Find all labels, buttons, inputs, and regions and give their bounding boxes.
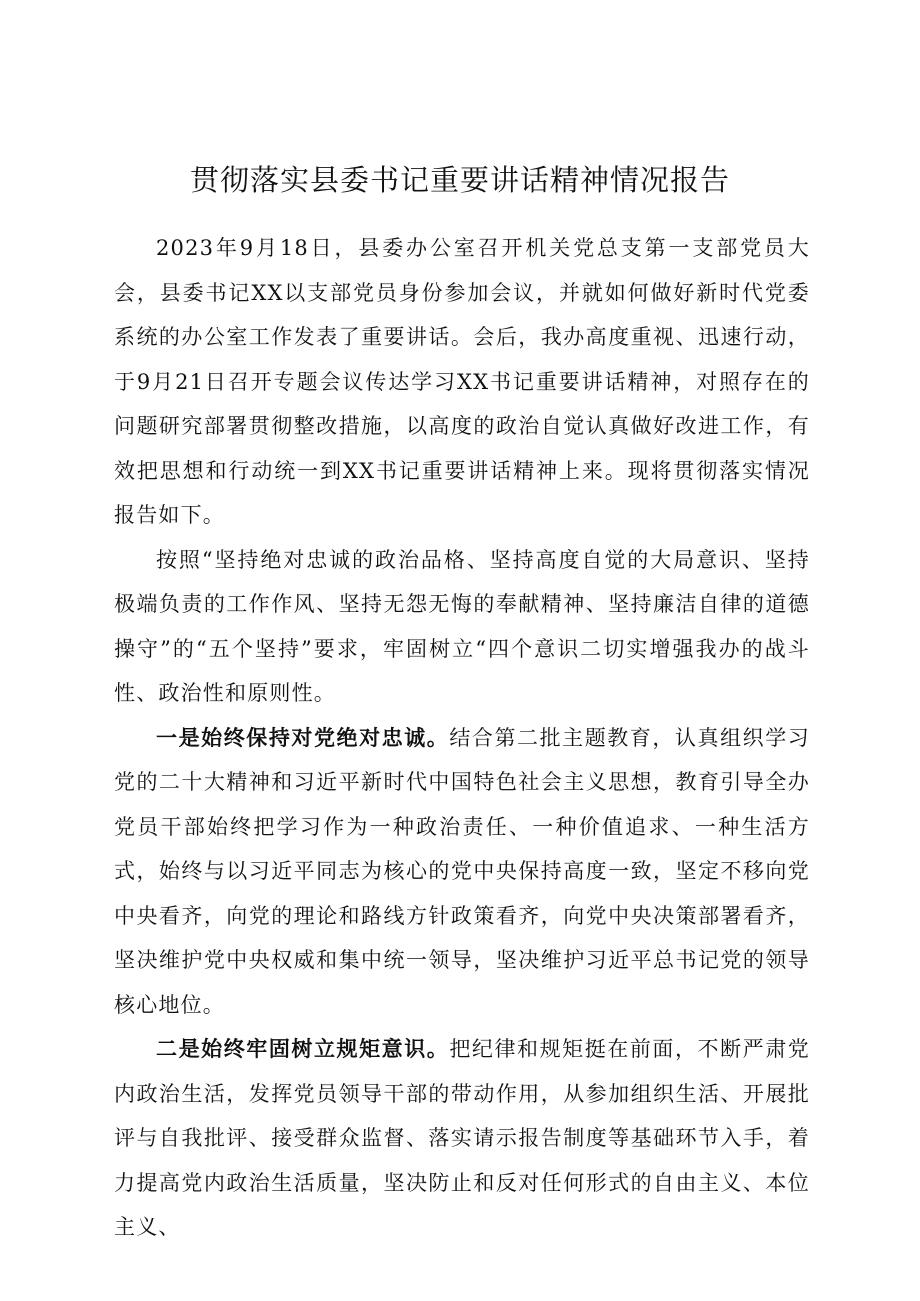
paragraph-1 xyxy=(114,226,810,538)
paragraph-text: 结合第二批主题教育，认真组织学习党的二十大精神和习近平新时代中国特色社会主义思想，教育引导全办党员干部始终把学习作为一种政治责任、一种价值追求、一种生活方式，始终与以习近平同志为核心的党中央保持高度一致，坚定不移向党中央看齐，向党的理论和路线方针政策看齐，向党中央决策部署看齐，坚决维护党中央权威和集中统一领导，坚决维护习近平总书记党的领导核心地位。 xyxy=(114,725,810,1017)
paragraph-4 xyxy=(114,1027,810,1250)
paragraph-lead: 一是始终保持对党绝对忠诚。 xyxy=(156,725,450,750)
paragraph-text: 按照“坚持绝对忠诚的政治品格、坚持高度自觉的大局意识、坚持极端负责的工作作风、坚持无怨无悔的奉献精神、坚持廉洁自律的道德操守”的“五个坚持”要求，牢固树立“四个意识二切实增强我办的战斗性、政治性和原则性。 xyxy=(114,547,810,705)
paragraph-3 xyxy=(114,716,810,1028)
paragraph-text: 把纪律和规矩挺在前面，不断严肃党内政治生活，发挥党员领导干部的带动作用，从参加组织生活、开展批评与自我批评、接受群众监督、落实请示报告制度等基础环节入手，着力提高党内政治生活质量，坚决防止和反对任何形式的自由主义、本位主义、 xyxy=(114,1037,810,1239)
document-body xyxy=(114,226,810,1250)
paragraph-text: 2023年9月18日，县委办公室召开机关党总支第一支部党员大会，县委书记XX以支部党员身份参加会议，并就如何做好新时代党委系统的办公室工作发表了重要讲话。会后，我办高度重视、迅速行动，于9月21日召开专题会议传达学习XX书记重要讲话精神，对照存在的问题研究部署贯彻整改措施，以高度的政治自觉认真做好改进工作，有效把思想和行动统一到XX书记重要讲话精神上来。现将贯彻落实情况报告如下。 xyxy=(114,236,810,527)
document-title: 贯彻落实县委书记重要讲话精神情况报告 xyxy=(189,163,730,197)
paragraph-lead: 二是始终牢固树立规矩意识。 xyxy=(156,1037,450,1061)
paragraph-2 xyxy=(114,538,810,716)
